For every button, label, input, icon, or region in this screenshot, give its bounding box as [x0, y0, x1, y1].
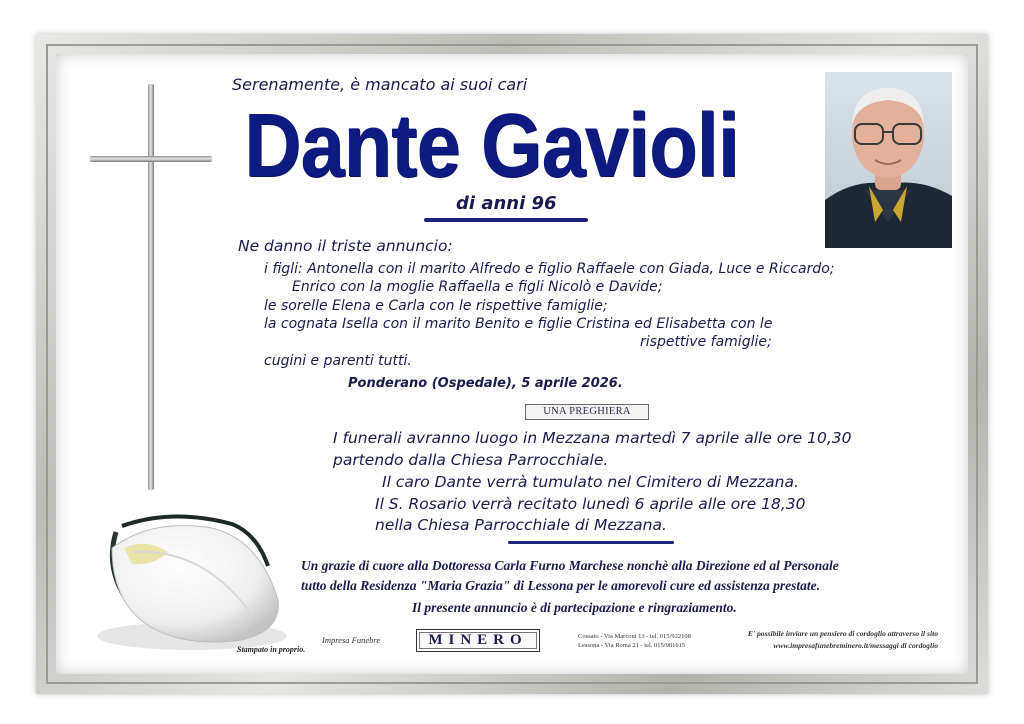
cross-icon	[148, 84, 154, 490]
thanks-line: Il presente annuncio è di partecipazione e ringraziamento.	[412, 600, 737, 615]
address-line: Cossato - Via Marconi 13 - tel. 015/922108	[578, 633, 691, 640]
family-line: cugini e parenti tutti.	[264, 353, 412, 369]
thanks-line: Un grazie di cuore alla Dottoressa Carla Furno Marchese nonchè alla Direzione ed al Personale	[301, 558, 839, 573]
announce-heading: Ne danno il triste annuncio:	[238, 237, 453, 255]
condolence-info	[718, 628, 938, 652]
family-line: la cognata Isella con il marito Benito e figlie Cristina ed Elisabetta con le	[264, 316, 773, 332]
deceased-name: Dante Gavioli	[244, 96, 739, 196]
condolence-link[interactable]: www.impresafunebreminero.it/messaggi di cordoglio	[773, 641, 938, 650]
portrait-photo-drawing	[825, 72, 952, 248]
family-line: rispettive famiglie;	[640, 334, 772, 350]
funeral-line: nella Chiesa Parrocchiale di Mezzana.	[375, 516, 667, 534]
place-date: Ponderano (Ospedale), 5 aprile 2026.	[348, 376, 623, 391]
intro-text: Serenamente, è mancato ai suoi cari	[232, 75, 528, 94]
prayer-button[interactable]: UNA PREGHIERA	[525, 404, 649, 420]
age-text: di anni 96	[456, 193, 557, 214]
calla-lily-image	[82, 508, 292, 658]
family-line: Enrico con la moglie Raffaella e figli Nicolò e Davide;	[292, 279, 663, 295]
company-logo: MINERO	[416, 629, 540, 652]
funeral-line: I funerali avranno luogo in Mezzana martedì 7 aprile alle ore 10,30	[333, 429, 852, 447]
family-line: i figli: Antonella con il marito Alfredo e figlio Raffaele con Giada, Luce e Riccardo;	[264, 261, 835, 277]
thanks-line: tutto della Residenza "Maria Grazia" di Lessona per le amorevoli cure ed assistenza prestate.	[301, 578, 820, 593]
family-line: le sorelle Elena e Carla con le rispettive famiglie;	[264, 298, 608, 314]
funeral-line: Il caro Dante verrà tumulato nel Cimitero di Mezzana.	[382, 473, 799, 491]
portrait-photo	[825, 72, 952, 248]
calla-lily-drawing	[82, 508, 292, 658]
age-underline	[424, 218, 588, 222]
company-label: Impresa Funebre	[322, 635, 381, 645]
company-address	[578, 632, 691, 650]
cross-icon-bar	[90, 156, 212, 162]
address-line: Lessona - Via Roma 21 - tel. 015/981615	[578, 642, 686, 649]
printed-note: Stampato in proprio.	[237, 645, 306, 654]
section-divider	[508, 541, 674, 544]
funeral-line: partendo dalla Chiesa Parrocchiale.	[333, 451, 609, 469]
condolence-text: E' possibile inviare un pensiero di cordoglio attraverso il sito	[747, 629, 938, 638]
funeral-line: Il S. Rosario verrà recitato lunedì 6 aprile alle ore 18,30	[375, 495, 806, 513]
